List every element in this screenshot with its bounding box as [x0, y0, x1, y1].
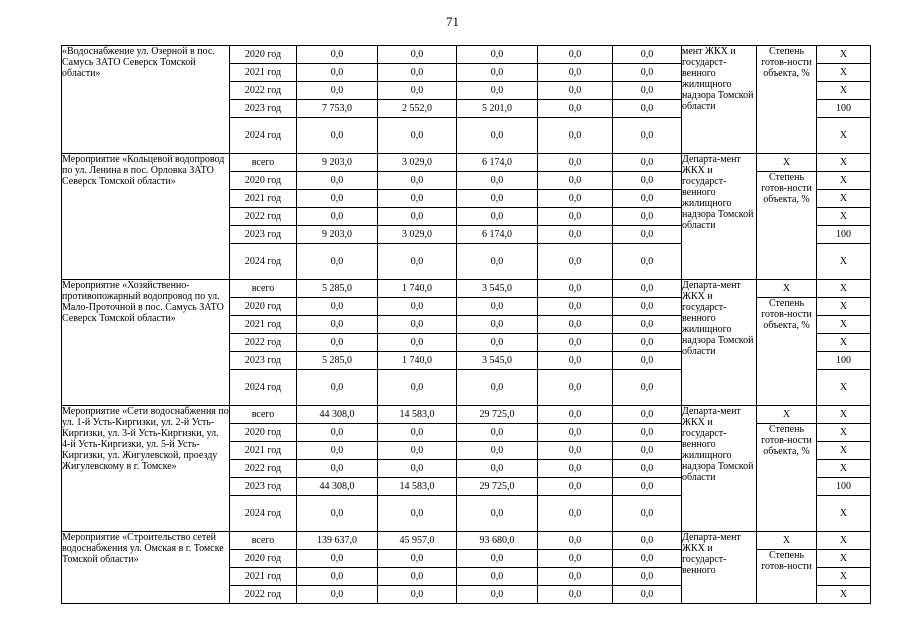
federal-budget-cell: 14 583,0	[378, 478, 457, 496]
local-budget-cell: 0,0	[538, 442, 613, 460]
other-sources-cell: 0,0	[613, 226, 682, 244]
year-cell: 2021 год	[230, 568, 297, 586]
local-budget-cell: 0,0	[538, 478, 613, 496]
target-value-cell: X	[817, 550, 871, 568]
other-sources-cell: 0,0	[613, 280, 682, 298]
total-budget-cell: 0,0	[297, 118, 378, 154]
local-budget-cell: 0,0	[538, 190, 613, 208]
target-value-cell: X	[817, 460, 871, 478]
federal-budget-cell: 3 029,0	[378, 154, 457, 172]
other-sources-cell: 0,0	[613, 550, 682, 568]
target-value-cell: X	[817, 280, 871, 298]
local-budget-cell: 0,0	[538, 424, 613, 442]
local-budget-cell: 0,0	[538, 352, 613, 370]
target-value-cell: X	[817, 190, 871, 208]
year-cell: 2023 год	[230, 478, 297, 496]
total-budget-cell: 0,0	[297, 46, 378, 64]
other-sources-cell: 0,0	[613, 82, 682, 100]
other-sources-cell: 0,0	[613, 460, 682, 478]
federal-budget-cell: 0,0	[378, 550, 457, 568]
local-budget-cell: 0,0	[538, 460, 613, 478]
other-sources-cell: 0,0	[613, 46, 682, 64]
budget-table	[61, 45, 871, 604]
other-sources-cell: 0,0	[613, 532, 682, 550]
total-budget-cell: 0,0	[297, 586, 378, 604]
regional-budget-cell: 0,0	[457, 208, 538, 226]
other-sources-cell: 0,0	[613, 154, 682, 172]
target-value-cell: X	[817, 316, 871, 334]
other-sources-cell: 0,0	[613, 172, 682, 190]
federal-budget-cell: 0,0	[378, 370, 457, 406]
other-sources-cell: 0,0	[613, 190, 682, 208]
local-budget-cell: 0,0	[538, 154, 613, 172]
other-sources-cell: 0,0	[613, 496, 682, 532]
regional-budget-cell: 0,0	[457, 64, 538, 82]
year-cell: 2022 год	[230, 208, 297, 226]
table-row	[62, 154, 871, 172]
total-budget-cell: 0,0	[297, 208, 378, 226]
regional-budget-cell: 29 725,0	[457, 406, 538, 424]
target-value-cell: X	[817, 172, 871, 190]
other-sources-cell: 0,0	[613, 442, 682, 460]
target-value-cell: 100	[817, 352, 871, 370]
total-budget-cell: 44 308,0	[297, 406, 378, 424]
regional-budget-cell: 0,0	[457, 334, 538, 352]
regional-budget-cell: 0,0	[457, 442, 538, 460]
total-budget-cell: 5 285,0	[297, 352, 378, 370]
target-value-cell: X	[817, 568, 871, 586]
local-budget-cell: 0,0	[538, 406, 613, 424]
regional-budget-cell: 0,0	[457, 586, 538, 604]
other-sources-cell: 0,0	[613, 244, 682, 280]
target-value-cell: X	[817, 298, 871, 316]
local-budget-cell: 0,0	[538, 298, 613, 316]
total-budget-cell: 9 203,0	[297, 226, 378, 244]
total-budget-cell: 9 203,0	[297, 154, 378, 172]
year-cell: всего	[230, 532, 297, 550]
table-body	[62, 46, 871, 604]
year-cell: 2021 год	[230, 64, 297, 82]
executor-cell: Департа-мент ЖКХ и государст-венного жилищного надзора Томской области	[682, 154, 757, 280]
year-cell: 2024 год	[230, 496, 297, 532]
indicator-name-cell: Степень готов-ности	[757, 550, 817, 604]
federal-budget-cell: 0,0	[378, 208, 457, 226]
federal-budget-cell: 0,0	[378, 190, 457, 208]
total-budget-cell: 0,0	[297, 316, 378, 334]
total-budget-cell: 0,0	[297, 298, 378, 316]
year-cell: всего	[230, 154, 297, 172]
total-budget-cell: 0,0	[297, 496, 378, 532]
federal-budget-cell: 0,0	[378, 316, 457, 334]
indicator-name-cell: Степень готов-ности объекта, %	[757, 172, 817, 280]
target-value-cell: X	[817, 154, 871, 172]
total-budget-cell: 0,0	[297, 442, 378, 460]
local-budget-cell: 0,0	[538, 496, 613, 532]
regional-budget-cell: 0,0	[457, 370, 538, 406]
year-cell: 2023 год	[230, 226, 297, 244]
local-budget-cell: 0,0	[538, 550, 613, 568]
federal-budget-cell: 0,0	[378, 46, 457, 64]
year-cell: 2020 год	[230, 424, 297, 442]
regional-budget-cell: 5 201,0	[457, 100, 538, 118]
regional-budget-cell: 0,0	[457, 424, 538, 442]
federal-budget-cell: 0,0	[378, 298, 457, 316]
indicator-name-cell: Степень готов-ности объекта, %	[757, 46, 817, 154]
regional-budget-cell: 0,0	[457, 316, 538, 334]
total-budget-cell: 0,0	[297, 64, 378, 82]
local-budget-cell: 0,0	[538, 532, 613, 550]
federal-budget-cell: 1 740,0	[378, 352, 457, 370]
local-budget-cell: 0,0	[538, 280, 613, 298]
year-cell: 2020 год	[230, 298, 297, 316]
year-cell: 2020 год	[230, 172, 297, 190]
indicator-total-cell: X	[757, 406, 817, 424]
table-row	[62, 406, 871, 424]
local-budget-cell: 0,0	[538, 334, 613, 352]
year-cell: 2024 год	[230, 244, 297, 280]
other-sources-cell: 0,0	[613, 100, 682, 118]
year-cell: 2024 год	[230, 118, 297, 154]
federal-budget-cell: 0,0	[378, 172, 457, 190]
local-budget-cell: 0,0	[538, 316, 613, 334]
federal-budget-cell: 0,0	[378, 244, 457, 280]
table-row	[62, 532, 871, 550]
target-value-cell: 100	[817, 100, 871, 118]
other-sources-cell: 0,0	[613, 406, 682, 424]
regional-budget-cell: 3 545,0	[457, 280, 538, 298]
total-budget-cell: 139 637,0	[297, 532, 378, 550]
executor-cell: Департа-мент ЖКХ и государст-венного	[682, 532, 757, 604]
executor-cell: Департа-мент ЖКХ и государст-венного жилищного надзора Томской области	[682, 406, 757, 532]
target-value-cell: X	[817, 334, 871, 352]
local-budget-cell: 0,0	[538, 208, 613, 226]
total-budget-cell: 0,0	[297, 568, 378, 586]
target-value-cell: X	[817, 46, 871, 64]
local-budget-cell: 0,0	[538, 370, 613, 406]
regional-budget-cell: 0,0	[457, 496, 538, 532]
year-cell: 2020 год	[230, 46, 297, 64]
other-sources-cell: 0,0	[613, 64, 682, 82]
regional-budget-cell: 0,0	[457, 460, 538, 478]
target-value-cell: X	[817, 532, 871, 550]
other-sources-cell: 0,0	[613, 586, 682, 604]
year-cell: 2021 год	[230, 190, 297, 208]
total-budget-cell: 0,0	[297, 550, 378, 568]
year-cell: 2023 год	[230, 352, 297, 370]
total-budget-cell: 0,0	[297, 334, 378, 352]
other-sources-cell: 0,0	[613, 118, 682, 154]
federal-budget-cell: 0,0	[378, 334, 457, 352]
total-budget-cell: 0,0	[297, 172, 378, 190]
other-sources-cell: 0,0	[613, 208, 682, 226]
local-budget-cell: 0,0	[538, 64, 613, 82]
activity-name: Мероприятие «Кольцевой водопровод по ул. Ленина в пос. Орловка ЗАТО Северск Томской области»	[62, 154, 230, 280]
federal-budget-cell: 0,0	[378, 118, 457, 154]
year-cell: 2021 год	[230, 316, 297, 334]
regional-budget-cell: 0,0	[457, 550, 538, 568]
other-sources-cell: 0,0	[613, 298, 682, 316]
federal-budget-cell: 45 957,0	[378, 532, 457, 550]
activity-name: Мероприятие «Сети водоснабжения по ул. 1-й Усть-Киргизки, ул. 2-й Усть-Киргизки, ул. 3-й Усть-Киргизки, ул. 4-й Усть-Киргизки, ул. 5-й Усть-Киргизки, ул. Жигулевской, проезду Жигулевскому в г. Томске»	[62, 406, 230, 532]
regional-budget-cell: 0,0	[457, 172, 538, 190]
total-budget-cell: 7 753,0	[297, 100, 378, 118]
year-cell: 2022 год	[230, 460, 297, 478]
year-cell: всего	[230, 280, 297, 298]
other-sources-cell: 0,0	[613, 334, 682, 352]
federal-budget-cell: 14 583,0	[378, 406, 457, 424]
regional-budget-cell: 6 174,0	[457, 154, 538, 172]
indicator-name-cell: Степень готов-ности объекта, %	[757, 298, 817, 406]
local-budget-cell: 0,0	[538, 118, 613, 154]
indicator-name-cell: Степень готов-ности объекта, %	[757, 424, 817, 532]
page-number: 71	[446, 14, 459, 29]
total-budget-cell: 0,0	[297, 424, 378, 442]
total-budget-cell: 0,0	[297, 82, 378, 100]
other-sources-cell: 0,0	[613, 568, 682, 586]
regional-budget-cell: 0,0	[457, 190, 538, 208]
table-row	[62, 280, 871, 298]
total-budget-cell: 0,0	[297, 460, 378, 478]
target-value-cell: X	[817, 370, 871, 406]
total-budget-cell: 0,0	[297, 370, 378, 406]
other-sources-cell: 0,0	[613, 352, 682, 370]
total-budget-cell: 5 285,0	[297, 280, 378, 298]
year-cell: 2022 год	[230, 82, 297, 100]
total-budget-cell: 44 308,0	[297, 478, 378, 496]
table-row	[62, 46, 871, 64]
target-value-cell: X	[817, 442, 871, 460]
target-value-cell: X	[817, 424, 871, 442]
federal-budget-cell: 0,0	[378, 64, 457, 82]
local-budget-cell: 0,0	[538, 100, 613, 118]
total-budget-cell: 0,0	[297, 244, 378, 280]
year-cell: всего	[230, 406, 297, 424]
local-budget-cell: 0,0	[538, 226, 613, 244]
local-budget-cell: 0,0	[538, 46, 613, 64]
federal-budget-cell: 3 029,0	[378, 226, 457, 244]
regional-budget-cell: 6 174,0	[457, 226, 538, 244]
target-value-cell: X	[817, 586, 871, 604]
year-cell: 2020 год	[230, 550, 297, 568]
regional-budget-cell: 3 545,0	[457, 352, 538, 370]
federal-budget-cell: 0,0	[378, 568, 457, 586]
federal-budget-cell: 0,0	[378, 424, 457, 442]
target-value-cell: 100	[817, 478, 871, 496]
regional-budget-cell: 0,0	[457, 568, 538, 586]
year-cell: 2023 год	[230, 100, 297, 118]
local-budget-cell: 0,0	[538, 586, 613, 604]
target-value-cell: X	[817, 406, 871, 424]
indicator-total-cell: X	[757, 532, 817, 550]
federal-budget-cell: 0,0	[378, 442, 457, 460]
federal-budget-cell: 1 740,0	[378, 280, 457, 298]
target-value-cell: X	[817, 64, 871, 82]
target-value-cell: 100	[817, 226, 871, 244]
indicator-total-cell: X	[757, 154, 817, 172]
federal-budget-cell: 0,0	[378, 586, 457, 604]
local-budget-cell: 0,0	[538, 568, 613, 586]
federal-budget-cell: 2 552,0	[378, 100, 457, 118]
target-value-cell: X	[817, 496, 871, 532]
regional-budget-cell: 0,0	[457, 298, 538, 316]
year-cell: 2024 год	[230, 370, 297, 406]
total-budget-cell: 0,0	[297, 190, 378, 208]
executor-cell: мент ЖКХ и государст-венного жилищного надзора Томской области	[682, 46, 757, 154]
regional-budget-cell: 93 680,0	[457, 532, 538, 550]
indicator-total-cell: X	[757, 280, 817, 298]
federal-budget-cell: 0,0	[378, 496, 457, 532]
local-budget-cell: 0,0	[538, 82, 613, 100]
year-cell: 2022 год	[230, 334, 297, 352]
target-value-cell: X	[817, 208, 871, 226]
local-budget-cell: 0,0	[538, 172, 613, 190]
activity-name: Мероприятие «Хозяйственно-противопожарный водопровод по ул. Мало-Проточной в пос. Самусь ЗАТО Северск Томской области»	[62, 280, 230, 406]
activity-name: «Водоснабжение ул. Озерной в пос. Самусь ЗАТО Северск Томской области»	[62, 46, 230, 154]
federal-budget-cell: 0,0	[378, 460, 457, 478]
local-budget-cell: 0,0	[538, 244, 613, 280]
regional-budget-cell: 29 725,0	[457, 478, 538, 496]
federal-budget-cell: 0,0	[378, 82, 457, 100]
year-cell: 2022 год	[230, 586, 297, 604]
regional-budget-cell: 0,0	[457, 46, 538, 64]
other-sources-cell: 0,0	[613, 478, 682, 496]
activity-name: Мероприятие «Строительство сетей водоснабжения ул. Омская в г. Томске Томской области»	[62, 532, 230, 604]
other-sources-cell: 0,0	[613, 370, 682, 406]
executor-cell: Департа-мент ЖКХ и государст-венного жилищного надзора Томской области	[682, 280, 757, 406]
target-value-cell: X	[817, 82, 871, 100]
other-sources-cell: 0,0	[613, 424, 682, 442]
target-value-cell: X	[817, 118, 871, 154]
target-value-cell: X	[817, 244, 871, 280]
regional-budget-cell: 0,0	[457, 82, 538, 100]
year-cell: 2021 год	[230, 442, 297, 460]
regional-budget-cell: 0,0	[457, 118, 538, 154]
other-sources-cell: 0,0	[613, 316, 682, 334]
regional-budget-cell: 0,0	[457, 244, 538, 280]
